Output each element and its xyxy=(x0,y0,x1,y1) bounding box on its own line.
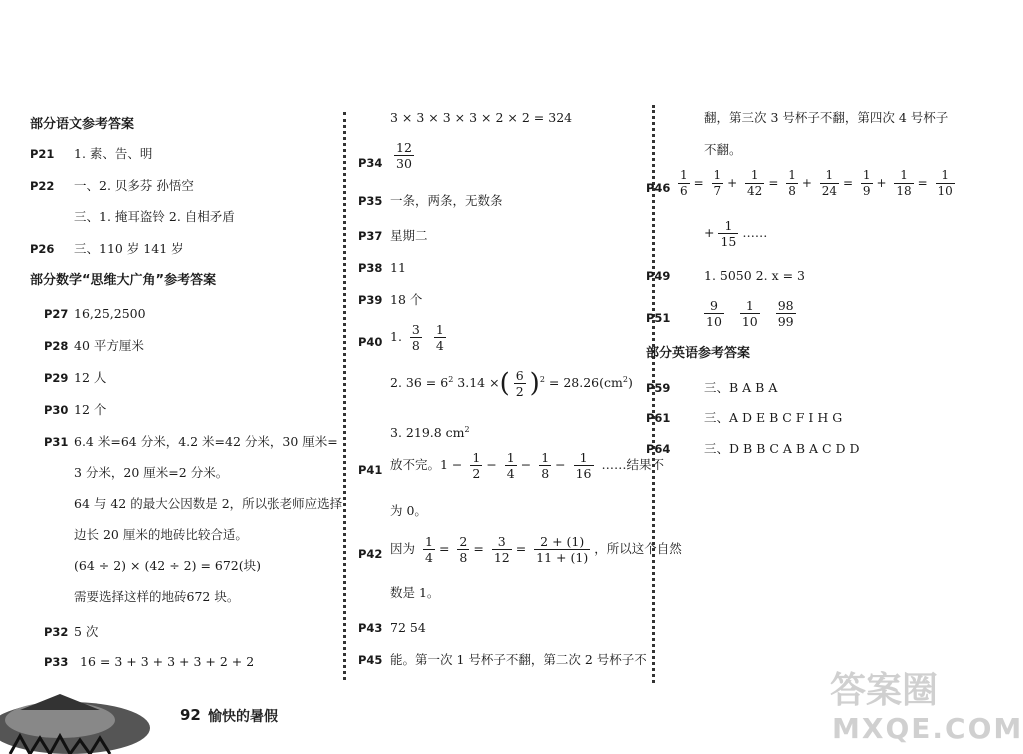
answer-p29: 12 人 xyxy=(74,370,107,385)
page-label-p29: P29 xyxy=(44,371,69,385)
answer-p49: 1. 5050 2. x = 3 xyxy=(704,268,806,283)
fraction: $\frac{1}{10}$ xyxy=(937,168,953,198)
answer-p31-line5: (64 ÷ 2) × (42 ÷ 2) = 672(块) xyxy=(74,558,262,573)
column-right xyxy=(646,0,980,754)
fraction: $\frac{1}{7}$ xyxy=(713,168,722,198)
answer-p38: 11 xyxy=(390,260,406,275)
page-label-p41: P41 xyxy=(358,463,383,477)
page-label-p45: P45 xyxy=(358,653,383,667)
answer-p39: 18 个 xyxy=(390,292,423,307)
page-label-p43: P43 xyxy=(358,621,383,635)
page-label-p26: P26 xyxy=(30,242,55,256)
answer-p40-item3: 3. 219.8 $cm^2$ xyxy=(390,425,470,441)
page-label-p39: P39 xyxy=(358,293,383,307)
answer-p41-line2: 为 0。 xyxy=(390,503,427,518)
fraction: $\frac{9}{10}$ xyxy=(706,298,722,329)
fraction: $\frac{1}{2}$ xyxy=(472,450,481,481)
page-label-p42: P42 xyxy=(358,547,383,561)
answer-p26: 三、110 岁 141 岁 xyxy=(74,241,184,256)
fraction: $\frac{1}{8}$ xyxy=(788,168,796,198)
fraction: $\frac{1}{9}$ xyxy=(862,168,871,198)
answer-p22-line2: 三、1. 掩耳盗铃 2. 自相矛盾 xyxy=(74,209,235,224)
answer-p31-line2: 3 分米，20 厘米=2 分米。 xyxy=(74,465,229,480)
answer-p37: 星期二 xyxy=(390,228,428,243)
answer-p34 xyxy=(390,140,418,171)
page-label-p21: P21 xyxy=(30,147,55,161)
fraction: $\frac{1}{4}$ xyxy=(506,450,515,481)
page-label-p27: P27 xyxy=(44,307,69,321)
answer-p33-continued: 3 × 3 × 3 × 3 × 2 × 2 = 324 xyxy=(390,110,573,125)
fraction: $\frac{3}{8}$ xyxy=(411,322,420,353)
column-left xyxy=(28,0,343,754)
answer-p31-line6: 需要选择这样的地砖672 块。 xyxy=(74,589,240,604)
page-label-p33: P33 xyxy=(44,655,69,669)
fraction: $\frac{1}{18}$ xyxy=(896,168,912,198)
page-label-p61: P61 xyxy=(646,411,671,425)
page-label-p40: P40 xyxy=(358,335,383,349)
page-label-p30: P30 xyxy=(44,403,69,417)
answer-p35: 一条，两条，无数条 xyxy=(390,193,503,208)
answer-p45-continued-line1: 翻，第三次 3 号杯子不翻，第四次 4 号杯子 xyxy=(704,110,949,125)
fraction: $\frac{1}{6}$ xyxy=(680,168,688,198)
fraction: $\frac{1}{4}$ xyxy=(435,322,444,353)
answer-p45-continued-line2: 不翻。 xyxy=(704,142,742,157)
fraction: $\frac{3}{12}$ xyxy=(493,534,510,565)
answer-p64: 三、D B B C A B A C D D xyxy=(704,441,860,456)
answer-p27: 16,25,2500 xyxy=(74,306,146,321)
book-title: 愉快的暑假 xyxy=(208,709,278,725)
page-label-p59: P59 xyxy=(646,381,671,395)
answer-p51 xyxy=(700,298,800,329)
page-label-p32: P32 xyxy=(44,625,69,639)
answer-p33: 16 = 3 + 3 + 3 + 3 + 2 + 2 xyxy=(80,654,255,669)
answer-p31-line4: 边长 20 厘米的地砖比较合适。 xyxy=(74,527,248,542)
answer-p31-line1: 6.4 米=64 分米，4.2 米=42 分米，30 厘米= xyxy=(74,434,338,449)
fraction: $\frac{1}{42}$ xyxy=(747,168,763,198)
math-answers-heading: 部分数学“思维大广角”参考答案 xyxy=(30,273,217,288)
answer-p61: 三、A D E B C F I H G xyxy=(704,410,843,425)
answer-p30: 12 个 xyxy=(74,402,107,417)
fraction: $\frac{1}{10}$ xyxy=(741,298,758,329)
page-label-p64: P64 xyxy=(646,442,671,456)
fraction: $\frac{1}{4}$ xyxy=(425,534,433,565)
answer-p42: 因为 $\frac{1}{4}$ = $\frac{2}{8}$ = $\frac{3}{12}$ = $\frac{2 + (1)}{11 + (1)}$ ，所以这个自然 xyxy=(390,534,682,565)
answer-p59: 三、B A B A xyxy=(704,380,778,395)
answer-p40-item1: 1. $\frac{3}{8}$ $\frac{1}{4}$ xyxy=(390,322,444,353)
footer-decoration-image xyxy=(0,680,170,754)
page-label-p38: P38 xyxy=(358,261,383,275)
fraction: $\frac{1}{8}$ xyxy=(541,450,550,481)
chinese-answers-heading: 部分语文参考答案 xyxy=(30,117,135,132)
page-label-p34: P34 xyxy=(358,156,383,170)
fraction: $\frac{6}{2}$ xyxy=(515,368,524,399)
answer-p21: 1. 素、告、明 xyxy=(74,146,153,161)
watermark-url: MXQE.COM xyxy=(832,712,1023,745)
fraction: $\frac{2}{8}$ xyxy=(459,534,468,565)
page-label-p37: P37 xyxy=(358,229,383,243)
english-answers-heading: 部分英语参考答案 xyxy=(646,346,751,361)
column-divider-left xyxy=(343,112,346,680)
answer-p45: 能。第一次 1 号杯子不翻，第二次 2 号杯子不 xyxy=(390,652,647,667)
page-label-p51: P51 xyxy=(646,311,671,325)
page-label-p31: P31 xyxy=(44,435,69,449)
answer-p42-line2: 数是 1。 xyxy=(390,585,440,600)
fraction: $\frac{1}{15}$ xyxy=(720,218,737,249)
page-label-p49: P49 xyxy=(646,269,671,283)
fraction: $\frac{98}{99}$ xyxy=(777,298,794,329)
answer-p46: $\frac{1}{6}$ = $\frac{1}{7}$ + $\frac{1}{42}$ = $\frac{1}{8}$ + $\frac{1}{24}$ = $\frac{1}{9}$ + $\frac{1}{18}$ = $\frac{1}{10}$ xyxy=(680,168,953,198)
watermark-logo: 答案圈 xyxy=(830,670,939,711)
fraction: $\frac{12}{30}$ xyxy=(396,140,412,171)
page-label-p46: P46 xyxy=(646,181,671,195)
answer-p22-line1: 一、2. 贝多芬 孙悟空 xyxy=(74,178,194,193)
page-label-p22: P22 xyxy=(30,179,55,193)
fraction: $\frac{1}{16}$ xyxy=(575,450,592,481)
answer-p46-line2: + $\frac{1}{15}$ …… xyxy=(704,218,768,249)
answer-p41: 放不完。1 − $\frac{1}{2}$ − $\frac{1}{4}$ − $\frac{1}{8}$ − $\frac{1}{16}$ ……结果不 xyxy=(390,450,665,481)
answer-p32: 5 次 xyxy=(74,624,99,639)
page-label-p28: P28 xyxy=(44,339,69,353)
answer-p28: 40 平方厘米 xyxy=(74,338,144,353)
page-label-p35: P35 xyxy=(358,194,383,208)
answer-p40-item2: 2. $36 = 6^2$ 3.14 ×( $\frac{6}{2}$ )$^2 = 28.26(cm^2)$ xyxy=(390,368,633,399)
answer-p43: 72 54 xyxy=(390,620,426,635)
fraction: $\frac{2 + (1)}{11 + (1)}$ xyxy=(536,534,589,565)
fraction: $\frac{1}{24}$ xyxy=(821,168,837,198)
answer-p31-line3: 64 与 42 的最大公因数是 2，所以张老师应选择 xyxy=(74,496,343,511)
page-number: 92 xyxy=(180,706,201,724)
